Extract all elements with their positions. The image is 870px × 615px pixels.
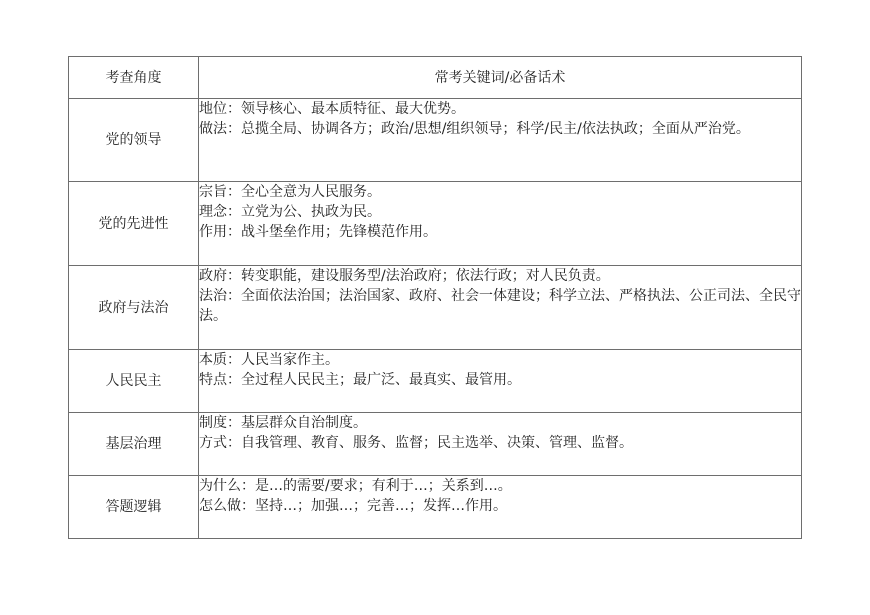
keyword-line: 作用：战斗堡垒作用；先锋模范作用。 [199, 224, 437, 240]
row-topic: 人民民主 [69, 350, 199, 413]
keyword-line: 特点：全过程人民民主；最广泛、最真实、最管用。 [199, 372, 521, 388]
header-row [69, 57, 802, 99]
row-keywords [199, 182, 802, 266]
keyword-line: 法治：全面依法治国；法治国家、政府、社会一体建设；科学立法、严格执法、公正司法、全民守法。 [199, 288, 801, 324]
keyword-line: 宗旨：全心全意为人民服务。 [199, 184, 381, 200]
keywords-table [68, 56, 802, 539]
keyword-line: 为什么：是…的需要/要求；有利于…；关系到…。 [199, 478, 512, 494]
keyword-line: 怎么做：坚持…；加强…；完善…；发挥…作用。 [199, 498, 507, 514]
row-keywords [199, 350, 802, 413]
keyword-line: 方式：自我管理、教育、服务、监督；民主选举、决策、管理、监督。 [199, 435, 633, 451]
table-row [69, 476, 802, 539]
row-keywords [199, 99, 802, 182]
table-row [69, 266, 802, 350]
keyword-line: 地位：领导核心、最本质特征、最大优势。 [199, 101, 465, 117]
table-row [69, 99, 802, 182]
table-row [69, 350, 802, 413]
row-topic: 政府与法治 [69, 266, 199, 350]
row-keywords [199, 476, 802, 539]
row-topic: 党的先进性 [69, 182, 199, 266]
table-row [69, 182, 802, 266]
row-keywords [199, 266, 802, 350]
table-row [69, 413, 802, 476]
row-topic: 党的领导 [69, 99, 199, 182]
header-topic: 考查角度 [69, 57, 199, 99]
row-keywords [199, 413, 802, 476]
row-topic: 答题逻辑 [69, 476, 199, 539]
keyword-line: 本质：人民当家作主。 [199, 352, 339, 368]
header-keywords: 常考关键词/必备话术 [199, 57, 802, 99]
keyword-line: 制度：基层群众自治制度。 [199, 415, 367, 431]
keyword-line: 做法：总揽全局、协调各方；政治/思想/组织领导；科学/民主/依法执政；全面从严治党。 [199, 121, 750, 137]
row-topic: 基层治理 [69, 413, 199, 476]
keyword-line: 理念：立党为公、执政为民。 [199, 204, 381, 220]
keyword-line: 政府：转变职能，建设服务型/法治政府；依法行政；对人民负责。 [199, 268, 610, 284]
